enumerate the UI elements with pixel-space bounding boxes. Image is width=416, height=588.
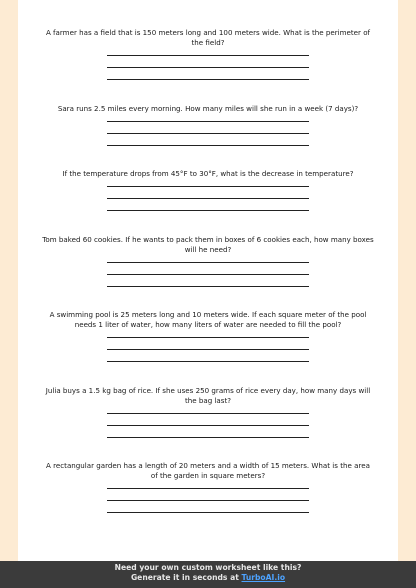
answer-line bbox=[107, 133, 309, 134]
answer-line bbox=[107, 349, 309, 350]
question-5-text: A swimming pool is 25 meters long and 10 meters wide. If each square meter of the pool needs 1 liter of water, how many liters of water are needed to fill the pool? bbox=[49, 310, 367, 330]
answer-line bbox=[107, 488, 309, 489]
answer-line bbox=[107, 274, 309, 275]
answer-line bbox=[107, 512, 309, 513]
answer-line bbox=[107, 286, 309, 287]
answer-line bbox=[107, 145, 309, 146]
answer-line bbox=[107, 121, 309, 122]
question-4-text: Tom baked 60 cookies. If he wants to pack them in boxes of 6 cookies each, how many boxes will he need? bbox=[42, 235, 374, 255]
answer-line bbox=[107, 361, 309, 362]
answer-line bbox=[107, 413, 309, 414]
question-7-text: A rectangular garden has a length of 20 meters and a width of 15 meters. What is the area of the garden in square meters? bbox=[46, 461, 370, 481]
answer-line bbox=[107, 67, 309, 68]
answer-line bbox=[107, 425, 309, 426]
footer-headline: Need your own custom worksheet like this? bbox=[114, 563, 302, 572]
answer-line bbox=[107, 55, 309, 56]
answer-line bbox=[107, 198, 309, 199]
promo-footer bbox=[0, 561, 416, 588]
question-3-text: If the temperature drops from 45°F to 30°F, what is the decrease in temperature? bbox=[62, 169, 354, 178]
question-6-text: Julia buys a 1.5 kg bag of rice. If she uses 250 grams of rice every day, how many days will the bag last? bbox=[45, 386, 371, 406]
answer-line bbox=[107, 500, 309, 501]
answer-line bbox=[107, 186, 309, 187]
turboai-link[interactable]: TurboAI.io bbox=[241, 573, 286, 582]
answer-line bbox=[107, 210, 309, 211]
worksheet-page bbox=[18, 0, 398, 561]
question-2-text: Sara runs 2.5 miles every morning. How many miles will she run in a week (7 days)? bbox=[57, 104, 359, 113]
answer-line bbox=[107, 337, 309, 338]
question-1-text: A farmer has a field that is 150 meters long and 100 meters wide. What is the perimeter of the field? bbox=[45, 28, 371, 48]
footer-subline-text: Generate it in seconds at bbox=[130, 573, 242, 582]
answer-line bbox=[107, 437, 309, 438]
footer-subline bbox=[0, 573, 416, 583]
answer-line bbox=[107, 79, 309, 80]
answer-line bbox=[107, 262, 309, 263]
